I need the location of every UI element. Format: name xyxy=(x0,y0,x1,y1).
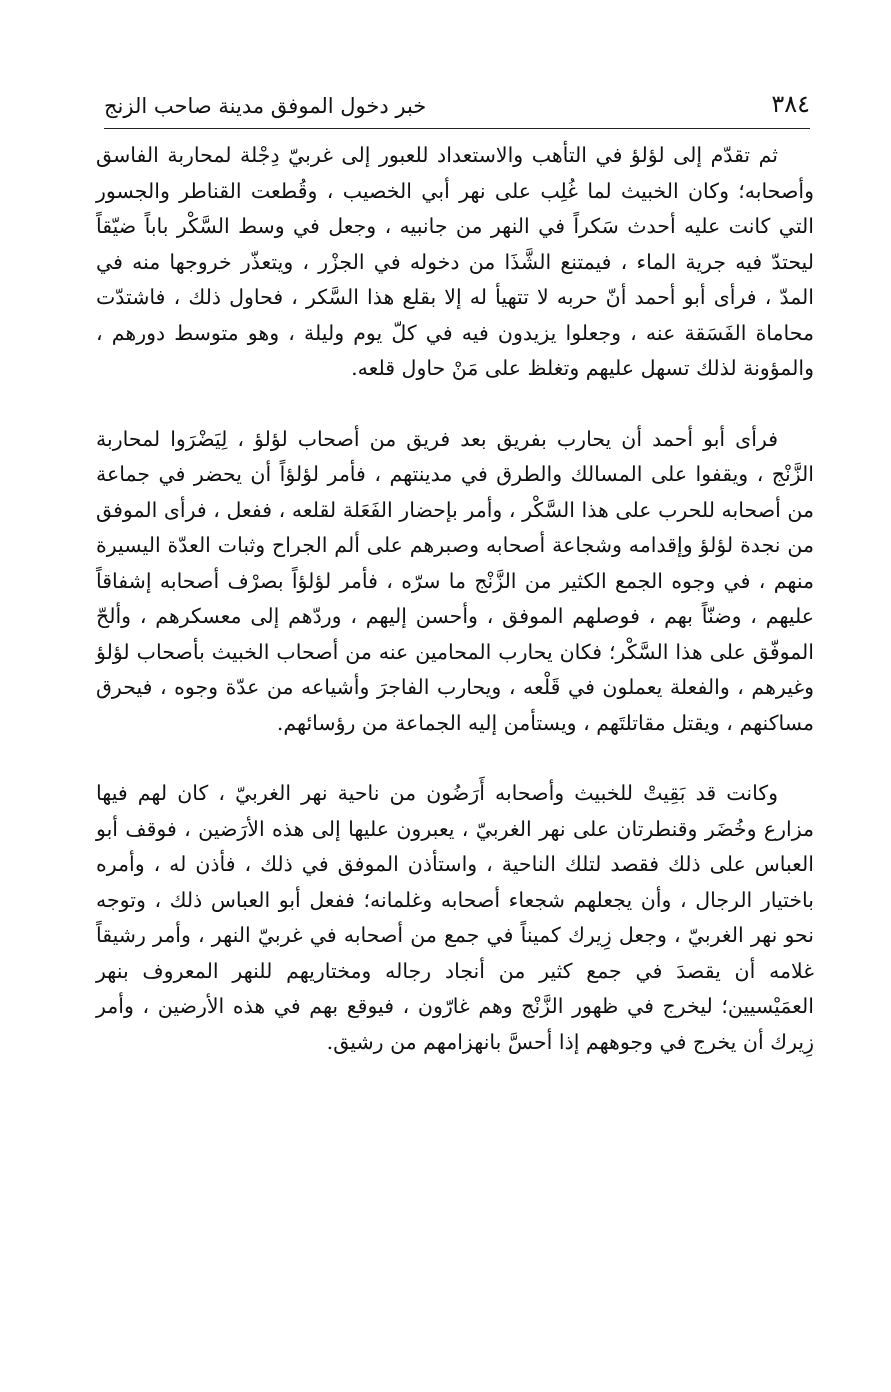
paragraph-2: فرأى أبو أحمد أن يحارب بفريق بعد فريق من أصحاب لؤلؤ ، لِيَضْرَوا لمحاربة الزَّنْج ، ويقفوا على المسالك والطرق في مدينتهم ، فأمر لؤلؤاً أن يحضر في جماعة من أصحابه للحرب على هذا السَّكْر ، وأمر بإحضار الفَعَلة لقلعه ، ففعل ، فرأى الموفق من نجدة لؤلؤ وإقدامه وشجاعة أصحابه وصبرهم على ألم الجراح وثبات العدّة اليسيرة منهم ، في وجوه الجمع الكثير من الزَّنْج ما سرّه ، فأمر لؤلؤاً بصرْف أصحابه إشفاقاً عليهم ، وضنّاً بهم ، فوصلهم الموفق ، وأحسن إليهم ، وردّهم إلى معسكرهم ، وألحّ الموفّق على هذا السَّكْر؛ فكان يحارب المحامين عنه من أصحاب الخبيث بأصحاب لؤلؤ وغيرهم ، والفعلة يعملون في قَلْعه ، ويحارب الفاجرَ وأشياعه من عدّة وجوه ، فيحرق مساكنهم ، ويقتل مقاتلتَهم ، ويستأمن إليه الجماعة من رؤسائهم. xyxy=(96,426,814,735)
body-text xyxy=(96,138,814,1060)
running-header xyxy=(104,78,810,118)
page-number: ٣٨٤ xyxy=(771,90,810,118)
header-divider xyxy=(104,128,810,129)
paragraph-1: ثم تقدّم إلى لؤلؤ في التأهب والاستعداد للعبور إلى غربيّ دِجْلة لمحاربة الفاسق وأصحابه؛ وكان الخبيث لما غُلِب على نهر أبي الخصيب ، وقُطعت القناطر والجسور التي كانت عليه أحدث سَكراً في النهر من جانبيه ، وجعل في وسط السَّكْر باباً ضيّقاً ليحتدّ فيه جرية الماء ، فيمتنع الشَّذَا من دخوله في الجزْر ، ويتعذّر خروجها منه في المدّ ، فرأى أبو أحمد أنّ حربه لا تتهيأ له إلا بقلع هذا السَّكر ، فحاول ذلك ، فاشتدّت محاماة الفَسَقة عنه ، وجعلوا يزيدون فيه في كلّ يوم وليلة ، وهو متوسط دورهم ، والمؤونة لذلك تسهل عليهم وتغلظ على مَنْ حاول قلعه. xyxy=(96,143,814,380)
chapter-title: خبر دخول الموفق مدينة صاحب الزنج xyxy=(104,94,427,118)
paragraph-3: وكانت قد بَقِيتْ للخبيث وأصحابه أَرَضُون من ناحية نهر الغربيّ ، كان لهم فيها مزارع وخُضَر وقنطرتان على نهر الغربيّ ، يعبرون عليها إلى هذه الأرَضين ، فوقف أبو العباس على ذلك فقصد لتلك الناحية ، واستأذن الموفق في ذلك ، فأذن له ، وأمره باختيار الرجال ، وأن يجعلهم شجعاء أصحابه وغلمانه؛ ففعل أبو العباس ذلك ، وتوجه نحو نهر الغربيّ ، وجعل زِيرك كميناً في جمع من أصحابه في غربيّ النهر ، وأمر رشيقاً غلامه أن يقصدَ في جمع كثير من أنجاد رجاله ومختاريهم للنهر المعروف بنهر العمَيْسيين؛ ليخرج في ظهور الزَّنْج وهم غارّون ، فيوقع بهم في هذه الأرضين ، وأمر زِيرك أن يخرج في وجوههم إذا أحسَّ بانهزامهم من رشيق. xyxy=(96,781,814,1054)
